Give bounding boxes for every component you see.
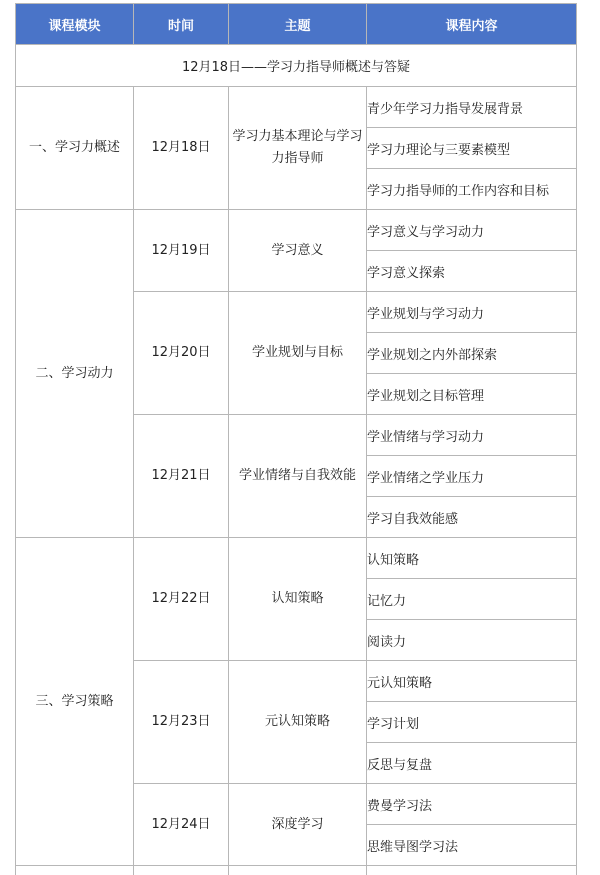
module-cell: 一、学习力概述 — [16, 87, 134, 210]
header-row — [16, 4, 577, 45]
banner-row — [16, 45, 577, 87]
content-cell: 学习意义与学习动力 — [367, 210, 577, 251]
date-cell: 12月24日 — [134, 784, 229, 866]
topic-cell: 认知策略 — [229, 538, 367, 661]
content-cell: 学习计划 — [367, 702, 577, 743]
header-content: 课程内容 — [367, 4, 577, 45]
content-cell: 青少年学习力指导发展背景 — [367, 87, 577, 128]
topic-cell: 学习意义 — [229, 210, 367, 292]
date-cell: 12月21日 — [134, 415, 229, 538]
table-row — [16, 87, 577, 128]
content-cell: 学业情绪与学习动力 — [367, 415, 577, 456]
empty-cell — [16, 866, 134, 875]
topic-cell: 学业情绪与自我效能 — [229, 415, 367, 538]
course-schedule-table — [15, 3, 577, 875]
empty-cell — [229, 866, 367, 875]
topic-cell: 学习力基本理论与学习力指导师 — [229, 87, 367, 210]
module-cell: 三、学习策略 — [16, 538, 134, 866]
date-cell: 12月23日 — [134, 661, 229, 784]
content-cell: 阅读力 — [367, 620, 577, 661]
content-cell: 学习力指导师的工作内容和目标 — [367, 169, 577, 210]
content-cell: 元认知策略 — [367, 661, 577, 702]
date-cell: 12月20日 — [134, 292, 229, 415]
content-cell: 记忆力 — [367, 579, 577, 620]
banner-text: 12月18日——学习力指导师概述与答疑 — [16, 45, 577, 87]
content-cell: 学业规划之目标管理 — [367, 374, 577, 415]
header-topic: 主题 — [229, 4, 367, 45]
table-row-cutoff — [16, 866, 577, 875]
header-date: 时间 — [134, 4, 229, 45]
module-cell: 二、学习动力 — [16, 210, 134, 538]
date-cell: 12月18日 — [134, 87, 229, 210]
empty-cell — [134, 866, 229, 875]
topic-cell: 元认知策略 — [229, 661, 367, 784]
content-cell: 学业情绪之学业压力 — [367, 456, 577, 497]
topic-cell: 深度学习 — [229, 784, 367, 866]
table-row — [16, 210, 577, 251]
content-cell: 认知策略 — [367, 538, 577, 579]
date-cell: 12月19日 — [134, 210, 229, 292]
date-cell: 12月22日 — [134, 538, 229, 661]
table-row — [16, 538, 577, 579]
content-cell: 费曼学习法 — [367, 784, 577, 825]
header-module: 课程模块 — [16, 4, 134, 45]
content-cell: 学业规划与学习动力 — [367, 292, 577, 333]
content-cell: 思维导图学习法 — [367, 825, 577, 866]
content-cell: 反思与复盘 — [367, 743, 577, 784]
empty-cell — [367, 866, 577, 875]
topic-cell: 学业规划与目标 — [229, 292, 367, 415]
content-cell: 学业规划之内外部探索 — [367, 333, 577, 374]
content-cell: 学习意义探索 — [367, 251, 577, 292]
content-cell: 学习自我效能感 — [367, 497, 577, 538]
content-cell: 学习力理论与三要素模型 — [367, 128, 577, 169]
